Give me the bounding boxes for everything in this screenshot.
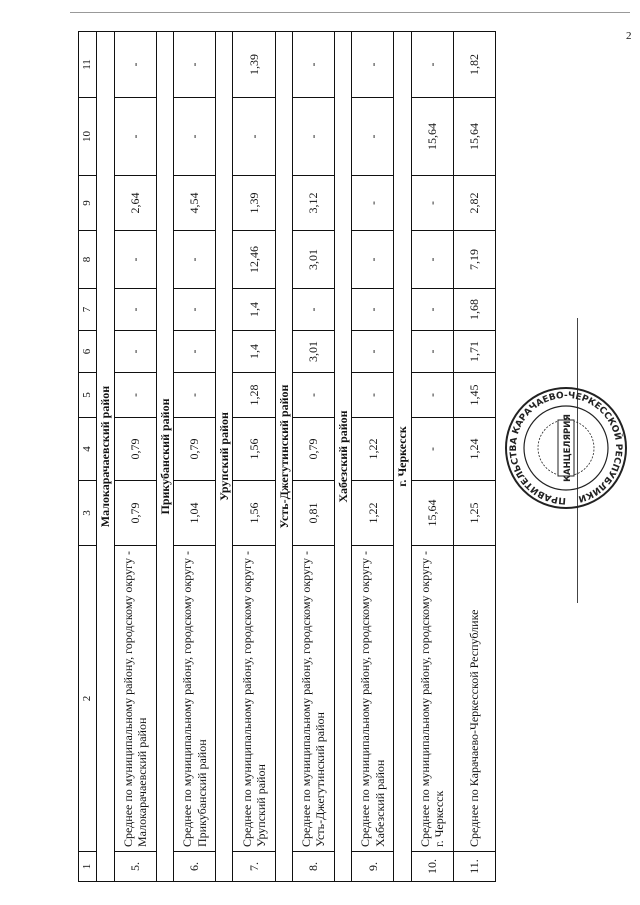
- value-cell: -: [411, 231, 453, 289]
- value-cell: -: [411, 373, 453, 418]
- header-cell: 2: [79, 546, 97, 852]
- value-cell: 15,64: [453, 98, 495, 176]
- value-cell: 0,79: [174, 418, 216, 481]
- value-cell: 12,46: [233, 231, 275, 289]
- value-cell: -: [352, 32, 394, 98]
- value-cell: 1,39: [233, 32, 275, 98]
- table-row: [233, 32, 275, 882]
- value-cell: 0,79: [292, 418, 334, 481]
- header-cell: 6: [79, 331, 97, 373]
- section-title: Малокарачаевский район: [97, 32, 114, 882]
- header-cell: 7: [79, 289, 97, 331]
- header-cell: 11: [79, 32, 97, 98]
- value-cell: -: [352, 231, 394, 289]
- value-cell: 1,4: [233, 289, 275, 331]
- value-cell: 1,82: [453, 32, 495, 98]
- value-cell: -: [292, 32, 334, 98]
- value-cell: -: [352, 373, 394, 418]
- header-cell: 9: [79, 176, 97, 231]
- value-cell: -: [114, 231, 156, 289]
- value-cell: 1,39: [233, 176, 275, 231]
- value-cell: 1,68: [453, 289, 495, 331]
- value-cell: 0,79: [114, 418, 156, 481]
- header-cell: 10: [79, 98, 97, 176]
- header-cell: 1: [79, 852, 97, 882]
- value-cell: -: [174, 331, 216, 373]
- row-description: Среднее по муниципальному району, городскому округу - г. Черкесск: [411, 546, 453, 852]
- table-row: [292, 32, 334, 882]
- value-cell: -: [411, 176, 453, 231]
- value-cell: 1,28: [233, 373, 275, 418]
- value-cell: -: [114, 289, 156, 331]
- value-cell: -: [174, 32, 216, 98]
- value-cell: -: [114, 331, 156, 373]
- value-cell: -: [411, 331, 453, 373]
- value-cell: -: [352, 98, 394, 176]
- value-cell: -: [114, 373, 156, 418]
- value-cell: 1,56: [233, 418, 275, 481]
- header-row: [79, 32, 97, 882]
- value-cell: 15,64: [411, 481, 453, 546]
- value-cell: 3,01: [292, 231, 334, 289]
- table-row: [174, 32, 216, 882]
- value-cell: 1,56: [233, 481, 275, 546]
- row-number: 6.: [174, 852, 216, 882]
- official-seal: [503, 385, 629, 511]
- section-title: Усть-Джегутинский район: [275, 32, 292, 882]
- header-cell: 5: [79, 373, 97, 418]
- row-description: Среднее по муниципальному району, городскому округу - Урупский район: [233, 546, 275, 852]
- value-cell: -: [411, 418, 453, 481]
- value-cell: -: [411, 32, 453, 98]
- value-cell: -: [114, 32, 156, 98]
- section-title: Прикубанский район: [156, 32, 173, 882]
- rotated-table-wrapper: [78, 32, 496, 882]
- value-cell: 2,82: [453, 176, 495, 231]
- section-title-row: [275, 32, 292, 882]
- section-title-row: [334, 32, 351, 882]
- value-cell: -: [174, 373, 216, 418]
- section-title: г. Черкесск: [394, 32, 411, 882]
- value-cell: -: [411, 289, 453, 331]
- value-cell: -: [174, 231, 216, 289]
- value-cell: 1,22: [352, 481, 394, 546]
- row-number: 7.: [233, 852, 275, 882]
- seal-ring-text: ПРАВИТЕЛЬСТВА КАРАЧАЕВО-ЧЕРКЕССКОЙ РЕСПУБЛИКИ: [508, 390, 624, 506]
- value-cell: 2,64: [114, 176, 156, 231]
- page-number: 2: [626, 30, 632, 42]
- section-title-row: [97, 32, 114, 882]
- section-title-row: [216, 32, 233, 882]
- header-cell: 8: [79, 231, 97, 289]
- value-cell: 4,54: [174, 176, 216, 231]
- section-title-row: [394, 32, 411, 882]
- value-cell: -: [292, 373, 334, 418]
- value-cell: 1,22: [352, 418, 394, 481]
- value-cell: -: [174, 98, 216, 176]
- row-number: 5.: [114, 852, 156, 882]
- value-cell: 3,12: [292, 176, 334, 231]
- value-cell: 1,71: [453, 331, 495, 373]
- value-cell: -: [352, 289, 394, 331]
- header-cell: 4: [79, 418, 97, 481]
- table-row: [114, 32, 156, 882]
- value-cell: 0,79: [114, 481, 156, 546]
- top-edge-line: [70, 12, 630, 13]
- table-row: [411, 32, 453, 882]
- row-description: Среднее по Карачаево-Черкесской Республике: [453, 546, 495, 852]
- value-cell: 1,24: [453, 418, 495, 481]
- value-cell: 7,19: [453, 231, 495, 289]
- total-row: [453, 32, 495, 882]
- section-title-row: [156, 32, 173, 882]
- value-cell: 1,4: [233, 331, 275, 373]
- row-description: Среднее по муниципальному району, городскому округу - Малокарачаевский район: [114, 546, 156, 852]
- value-cell: -: [292, 98, 334, 176]
- header-cell: 3: [79, 481, 97, 546]
- value-cell: -: [233, 98, 275, 176]
- value-cell: -: [292, 289, 334, 331]
- row-description: Среднее по муниципальному району, городскому округу - Хабезский район: [352, 546, 394, 852]
- section-title: Хабезский район: [334, 32, 351, 882]
- row-number: 8.: [292, 852, 334, 882]
- value-cell: -: [114, 98, 156, 176]
- coefficients-table: [78, 31, 496, 882]
- row-number: 9.: [352, 852, 394, 882]
- value-cell: 3,01: [292, 331, 334, 373]
- row-description: Среднее по муниципальному району, городскому округу - Усть-Джегутинский район: [292, 546, 334, 852]
- value-cell: 15,64: [411, 98, 453, 176]
- table-row: [352, 32, 394, 882]
- value-cell: 1,25: [453, 481, 495, 546]
- value-cell: -: [352, 331, 394, 373]
- seal-center-text: КАНЦЕЛЯРИЯ: [563, 414, 573, 482]
- row-description: Среднее по муниципальному району, городскому округу - Прикубанский район: [174, 546, 216, 852]
- value-cell: -: [174, 289, 216, 331]
- section-title: Урупский район: [216, 32, 233, 882]
- value-cell: 1,04: [174, 481, 216, 546]
- value-cell: -: [352, 176, 394, 231]
- value-cell: 1,45: [453, 373, 495, 418]
- row-number: 11.: [453, 852, 495, 882]
- value-cell: 0,81: [292, 481, 334, 546]
- row-number: 10.: [411, 852, 453, 882]
